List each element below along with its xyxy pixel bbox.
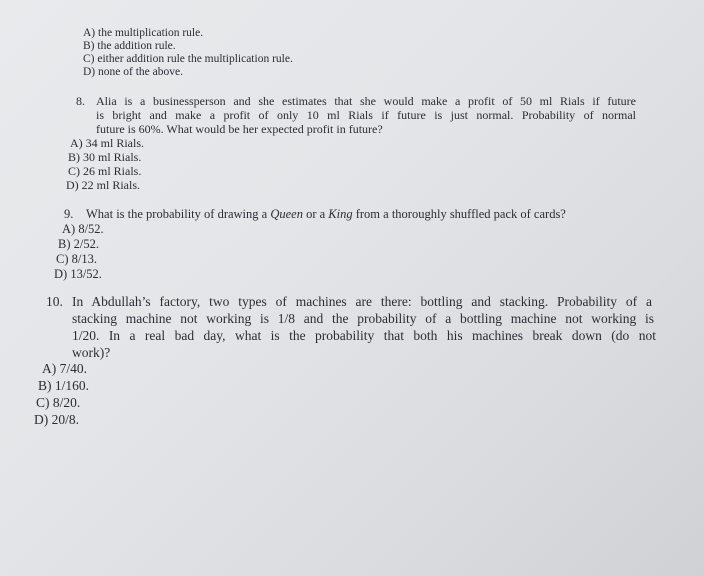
option-text: the addition rule. xyxy=(97,40,176,52)
q10-option-b xyxy=(38,379,89,393)
q10-option-c xyxy=(36,396,80,410)
option-label: B) xyxy=(83,40,95,52)
option-label: D) xyxy=(83,66,96,78)
option-label: C) xyxy=(36,395,50,410)
option-text: either addition rule the multiplication rule. xyxy=(97,53,293,65)
q10-stem-line-4: work)? xyxy=(72,345,111,360)
q9-option-c xyxy=(56,253,97,266)
option-label: B) xyxy=(38,378,52,393)
q10-option-a xyxy=(42,362,87,376)
option-label: A) xyxy=(83,27,96,39)
q10-stem-line-3: 1/20. In a real bad day, what is the probability that both his machines break down (do not xyxy=(72,328,656,343)
q9-queen-word: Queen xyxy=(270,207,303,221)
option-label: C) xyxy=(56,252,69,266)
q9-option-b xyxy=(58,238,99,251)
option-text: 30 ml Rials. xyxy=(83,150,142,164)
option-label: D) xyxy=(34,412,49,427)
q10-number: 10. xyxy=(46,294,63,309)
q8-option-a xyxy=(70,137,144,149)
option-label: C) xyxy=(83,53,95,65)
q8-stem-line-2: is bright and make a profit of only 10 ml Rials if future is just normal. Probability of normal xyxy=(96,108,636,122)
q8-option-c xyxy=(68,165,141,177)
option-text: 1/160. xyxy=(54,378,90,393)
option-text: 22 ml Rials. xyxy=(81,178,141,192)
q9-stem-part: or a xyxy=(302,207,329,221)
q8-stem-line-1: Alia is a businessperson and she estimates that she would make a profit of 50 ml Rials if future xyxy=(96,94,636,108)
q9-stem xyxy=(86,208,566,221)
q10-stem-line-1: In Abdullah’s factory, two types of machines are there: bottling and stacking. Probability of a xyxy=(72,294,652,309)
option-label: B) xyxy=(58,237,71,251)
q8-stem-line-3: future is 60%. What would be her expected profit in future? xyxy=(96,122,383,136)
option-label: D) xyxy=(66,178,79,192)
option-label: A) xyxy=(62,222,76,236)
option-text: the multiplication rule. xyxy=(98,27,204,39)
q7-option-d xyxy=(83,67,183,79)
q7-option-c xyxy=(83,54,293,66)
q10-stem-line-2: stacking machine not working is 1/8 and the probability of a bottling machine not working is xyxy=(72,311,654,326)
option-label: B) xyxy=(68,150,80,164)
option-text: 20/8. xyxy=(51,412,80,427)
option-text: 7/40. xyxy=(59,361,88,376)
q9-number: 9. xyxy=(64,207,74,221)
q9-option-d xyxy=(54,268,102,281)
q8-number: 8. xyxy=(76,94,85,108)
option-label: A) xyxy=(70,136,83,150)
q10-option-d xyxy=(34,413,79,427)
option-label: C) xyxy=(68,164,80,178)
option-text: 26 ml Rials. xyxy=(83,164,142,178)
option-text: 13/52. xyxy=(70,267,102,281)
option-label: D) xyxy=(54,267,68,281)
q7-option-b xyxy=(83,41,176,53)
option-text: 8/13. xyxy=(71,252,97,266)
option-text: 2/52. xyxy=(73,237,99,251)
q9-king-word: King xyxy=(328,207,353,221)
q8-option-d xyxy=(66,179,140,191)
q9-stem-part: What is the probability of drawing a xyxy=(86,207,271,221)
option-text: 8/52. xyxy=(78,222,104,236)
option-text: 34 ml Rials. xyxy=(85,136,145,150)
q9-stem-part: from a thoroughly shuffled pack of cards? xyxy=(352,207,566,221)
q8-option-b xyxy=(68,151,141,163)
q7-option-a xyxy=(83,28,203,40)
option-text: none of the above. xyxy=(98,66,183,78)
option-label: A) xyxy=(42,361,57,376)
q9-option-a xyxy=(62,223,104,236)
option-text: 8/20. xyxy=(52,395,81,410)
